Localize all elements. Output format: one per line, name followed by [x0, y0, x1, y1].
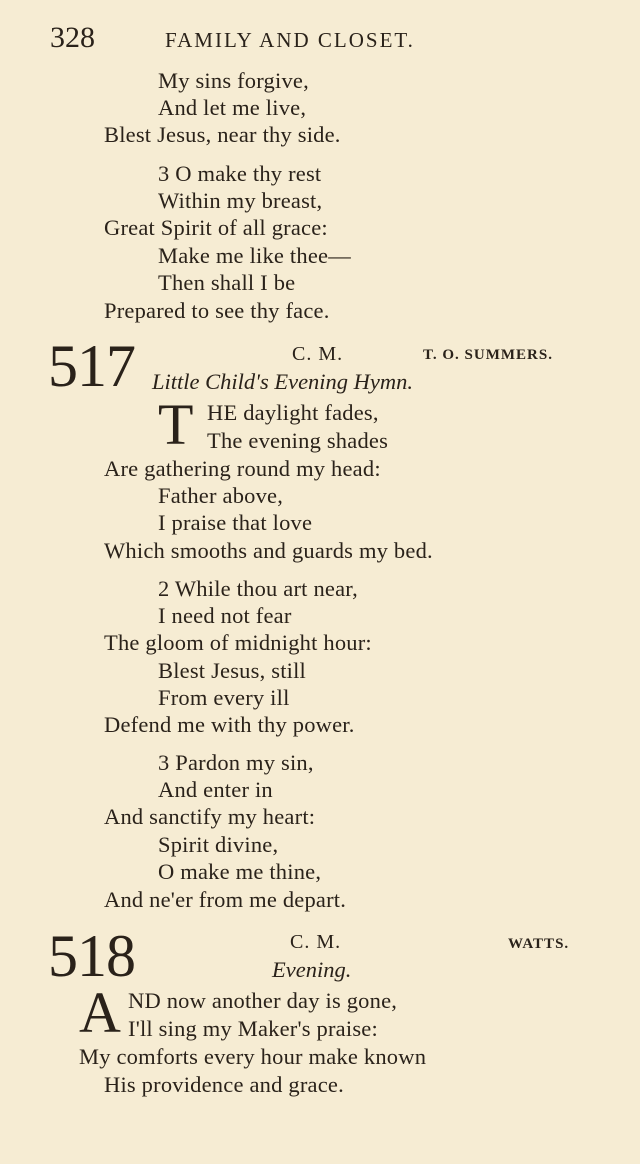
verse-line: And ne'er from me depart.: [104, 887, 347, 912]
hymn-title: Evening.: [272, 957, 352, 982]
verse-line: The evening shades: [207, 428, 389, 453]
verse-line: And let me live,: [158, 95, 307, 120]
hymn-number: 517: [48, 333, 135, 399]
verse-line: Blest Jesus, near thy side.: [104, 122, 341, 147]
page-number: 328: [50, 21, 95, 54]
drop-cap: T: [158, 392, 194, 457]
verse-line: His providence and grace.: [104, 1072, 344, 1097]
verse-line: The gloom of midnight hour:: [104, 630, 372, 655]
verse-line: Which smooths and guards my bed.: [104, 538, 433, 563]
verse-line: Spirit divine,: [158, 832, 279, 857]
hymn-meter: C. M.: [292, 343, 344, 365]
verse-line: ND now another day is gone,: [128, 988, 398, 1013]
verse-line: From every ill: [158, 685, 290, 710]
verse-line: I praise that love: [158, 510, 313, 535]
verse-line: Within my breast,: [158, 188, 323, 213]
hymn-meter: C. M.: [290, 931, 342, 953]
hymn-composer: T. O. SUMMERS.: [423, 347, 553, 363]
verse-line: Great Spirit of all grace:: [104, 215, 328, 240]
verse-line: 3 Pardon my sin,: [158, 750, 314, 775]
verse-line: Father above,: [158, 483, 284, 508]
verse-line: I need not fear: [158, 603, 292, 628]
verse-line: Prepared to see thy face.: [104, 298, 330, 323]
verse-line: Are gathering round my head:: [104, 456, 381, 481]
verse-line: Defend me with thy power.: [104, 712, 355, 737]
verse-line: And enter in: [158, 777, 273, 802]
hymn-title: Little Child's Evening Hymn.: [152, 369, 414, 394]
verse-line: My sins forgive,: [158, 68, 309, 93]
verse-line: O make me thine,: [158, 859, 322, 884]
verse-line: My comforts every hour make known: [79, 1044, 427, 1069]
running-head: FAMILY AND CLOSET.: [165, 28, 415, 52]
drop-cap: A: [79, 980, 121, 1045]
verse-line: 2 While thou art near,: [158, 576, 358, 601]
verse-line: And sanctify my heart:: [104, 804, 316, 829]
verse-line: 3 O make thy rest: [158, 161, 322, 186]
verse-line: HE daylight fades,: [207, 400, 379, 425]
verse-line: I'll sing my Maker's praise:: [128, 1016, 378, 1041]
hymn-composer: WATTS.: [508, 936, 570, 952]
hymn-number: 518: [48, 923, 135, 989]
verse-line: Then shall I be: [158, 270, 296, 295]
verse-line: Make me like thee—: [158, 243, 351, 268]
verse-line: Blest Jesus, still: [158, 658, 306, 683]
